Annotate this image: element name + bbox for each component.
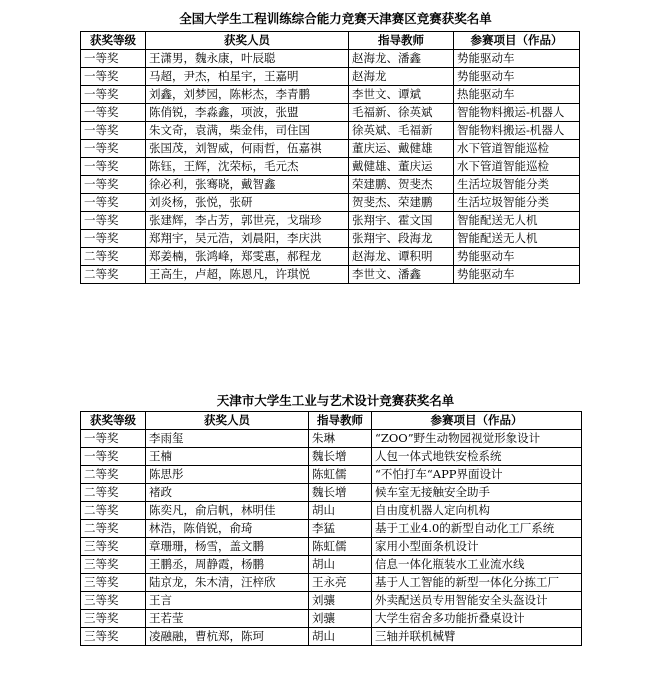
table-row	[81, 574, 582, 592]
cell-award-level: 一等奖	[81, 230, 146, 248]
cell-award-level: 一等奖	[81, 212, 146, 230]
table-row	[81, 520, 582, 538]
cell-project: 基于工业4.0的新型自动化工厂系统	[372, 520, 582, 538]
cell-winners: 凌融融，曹杭郑，陈珂	[146, 628, 309, 646]
cell-project: 智能配送无人机	[454, 230, 580, 248]
cell-winners: 张国茂，刘智威，何雨哲，伍嘉祺	[146, 140, 349, 158]
cell-award-level: 三等奖	[81, 610, 146, 628]
cell-advisor: 赵海龙、潘鑫	[349, 50, 454, 68]
cell-advisor: 荣建鹏、贺斐杰	[349, 176, 454, 194]
cell-project: 势能驱动车	[454, 50, 580, 68]
cell-advisor: 魏长增	[309, 448, 372, 466]
cell-advisor: 胡山	[309, 502, 372, 520]
cell-project: 水下管道智能巡检	[454, 140, 580, 158]
cell-winners: 王言	[146, 592, 309, 610]
cell-winners: 朱文奇，袁满，柴金伟，司住国	[146, 122, 349, 140]
cell-advisor: 徐英斌、毛福新	[349, 122, 454, 140]
cell-award-level: 三等奖	[81, 592, 146, 610]
table-row	[81, 68, 580, 86]
cell-winners: 褚政	[146, 484, 309, 502]
cell-advisor: 张翔宇、段海龙	[349, 230, 454, 248]
section2-title: 天津市大学生工业与艺术设计竞赛获奖名单	[216, 393, 455, 408]
cell-winners: 郑翔宇，吴元浩，刘晨阳，李庆洪	[146, 230, 349, 248]
cell-project: 生活垃圾智能分类	[454, 176, 580, 194]
cell-advisor: 刘骧	[309, 592, 372, 610]
cell-winners: 陈思彤	[146, 466, 309, 484]
cell-project: “不怕打车“APP界面设计	[372, 466, 582, 484]
cell-winners: 林浩，陈俏锐，俞琦	[146, 520, 309, 538]
table-row	[81, 592, 582, 610]
cell-advisor: 赵海龙、谭积明	[349, 248, 454, 266]
cell-project: 三轴并联机械臂	[372, 628, 582, 646]
award-table-engineering	[80, 31, 580, 284]
table-row	[81, 502, 582, 520]
cell-advisor: 魏长增	[309, 484, 372, 502]
cell-winners: 王楠	[146, 448, 309, 466]
cell-award-level: 一等奖	[81, 68, 146, 86]
cell-winners: 陈俏锐，李淼鑫，项波，张盟	[146, 104, 349, 122]
cell-project: 候车室无接触安全助手	[372, 484, 582, 502]
table-row	[81, 50, 580, 68]
table-row	[81, 466, 582, 484]
cell-award-level: 三等奖	[81, 574, 146, 592]
table-row	[81, 104, 580, 122]
cell-award-level: 二等奖	[81, 266, 146, 284]
cell-winners: 李雨玺	[146, 430, 309, 448]
table-row	[81, 610, 582, 628]
cell-project: 势能驱动车	[454, 266, 580, 284]
header-winners: 获奖人员	[146, 32, 349, 50]
cell-award-level: 一等奖	[81, 50, 146, 68]
cell-project: 势能驱动车	[454, 68, 580, 86]
cell-winners: 马超，尹杰，柏星宇，王嘉明	[146, 68, 349, 86]
cell-award-level: 三等奖	[81, 556, 146, 574]
table-row	[81, 122, 580, 140]
header-award-level: 获奖等级	[81, 32, 146, 50]
cell-award-level: 一等奖	[81, 86, 146, 104]
cell-advisor: 王永亮	[309, 574, 372, 592]
cell-award-level: 一等奖	[81, 448, 146, 466]
cell-winners: 张建辉，李占芳，郭世亮，戈瑞珍	[146, 212, 349, 230]
table-row	[81, 484, 582, 502]
cell-advisor: 李世文、谭斌	[349, 86, 454, 104]
table-row	[81, 194, 580, 212]
table-row	[81, 176, 580, 194]
cell-award-level: 一等奖	[81, 158, 146, 176]
cell-winners: 王若莹	[146, 610, 309, 628]
cell-project: 人包一体式地铁安检系统	[372, 448, 582, 466]
cell-advisor: 董庆运、戴健雄	[349, 140, 454, 158]
cell-advisor: 刘骧	[309, 610, 372, 628]
cell-advisor: 陈虹儒	[309, 466, 372, 484]
cell-winners: 刘炎杨，张悦，张研	[146, 194, 349, 212]
cell-advisor: 朱琳	[309, 430, 372, 448]
cell-winners: 陆京龙，朱木清，汪梓欣	[146, 574, 309, 592]
cell-advisor: 毛福新、徐英斌	[349, 104, 454, 122]
header-winners: 获奖人员	[146, 412, 309, 430]
cell-project: 智能物料搬运-机器人	[454, 122, 580, 140]
cell-project: 水下管道智能巡检	[454, 158, 580, 176]
cell-advisor: 陈虹儒	[309, 538, 372, 556]
cell-award-level: 一等奖	[81, 104, 146, 122]
header-project: 参赛项目（作品）	[372, 412, 582, 430]
table-row	[81, 556, 582, 574]
table-row	[81, 230, 580, 248]
cell-project: 智能物料搬运-机器人	[454, 104, 580, 122]
cell-advisor: 赵海龙	[349, 68, 454, 86]
cell-project: 生活垃圾智能分类	[454, 194, 580, 212]
award-table-design	[80, 411, 582, 646]
cell-award-level: 一等奖	[81, 122, 146, 140]
header-advisor: 指导教师	[349, 32, 454, 50]
cell-project: 势能驱动车	[454, 248, 580, 266]
table-row	[81, 140, 580, 158]
table-row	[81, 266, 580, 284]
table-row	[81, 430, 582, 448]
table-header-row	[81, 412, 582, 430]
header-advisor: 指导教师	[309, 412, 372, 430]
table-row	[81, 628, 582, 646]
cell-winners: 刘鑫，刘梦园，陈彬杰，李青鹏	[146, 86, 349, 104]
cell-winners: 郑姜楠，张鸿峰，郑雯惠，郝程龙	[146, 248, 349, 266]
cell-advisor: 戴健雄、董庆运	[349, 158, 454, 176]
cell-advisor: 张翔宇、霍文国	[349, 212, 454, 230]
cell-advisor: 胡山	[309, 556, 372, 574]
cell-winners: 徐必利，张骞晓，戴智鑫	[146, 176, 349, 194]
cell-project: “ZOO”野生动物园视觉形象设计	[372, 430, 582, 448]
cell-award-level: 一等奖	[81, 194, 146, 212]
cell-project: 外卖配送员专用智能安全头盔设计	[372, 592, 582, 610]
cell-advisor: 胡山	[309, 628, 372, 646]
cell-award-level: 一等奖	[81, 430, 146, 448]
cell-advisor: 李猛	[309, 520, 372, 538]
cell-winners: 王潇男，魏永康，叶辰聪	[146, 50, 349, 68]
header-project: 参赛项目（作品）	[454, 32, 580, 50]
cell-advisor: 李世文、潘鑫	[349, 266, 454, 284]
table-header-row	[81, 32, 580, 50]
cell-award-level: 三等奖	[81, 628, 146, 646]
cell-winners: 陈钰，王辉，沈荣标，毛元杰	[146, 158, 349, 176]
table-row	[81, 538, 582, 556]
cell-winners: 陈奕凡，俞启帆，林明佳	[146, 502, 309, 520]
cell-project: 信息一体化瓶装水工业流水线	[372, 556, 582, 574]
table-row	[81, 448, 582, 466]
cell-award-level: 三等奖	[81, 538, 146, 556]
table-row	[81, 86, 580, 104]
cell-award-level: 二等奖	[81, 466, 146, 484]
cell-award-level: 一等奖	[81, 140, 146, 158]
cell-award-level: 二等奖	[81, 484, 146, 502]
cell-award-level: 二等奖	[81, 502, 146, 520]
header-award-level: 获奖等级	[81, 412, 146, 430]
cell-award-level: 一等奖	[81, 176, 146, 194]
cell-winners: 章珊珊，杨雪，盖文鹏	[146, 538, 309, 556]
cell-winners: 王鹏丞，周静霞，杨鹏	[146, 556, 309, 574]
table-row	[81, 212, 580, 230]
cell-project: 自由度机器人定向机构	[372, 502, 582, 520]
cell-project: 热能驱动车	[454, 86, 580, 104]
cell-advisor: 贺斐杰、荣建鹏	[349, 194, 454, 212]
cell-project: 基于人工智能的新型一体化分拣工厂	[372, 574, 582, 592]
cell-project: 家用小型面条机设计	[372, 538, 582, 556]
cell-winners: 王高生，卢超，陈恩凡，许琪悦	[146, 266, 349, 284]
section1-title: 全国大学生工程训练综合能力竞赛天津赛区竞赛获奖名单	[179, 11, 492, 26]
cell-project: 智能配送无人机	[454, 212, 580, 230]
cell-award-level: 二等奖	[81, 248, 146, 266]
table-row	[81, 248, 580, 266]
table-row	[81, 158, 580, 176]
cell-award-level: 二等奖	[81, 520, 146, 538]
cell-project: 大学生宿舍多功能折叠桌设计	[372, 610, 582, 628]
